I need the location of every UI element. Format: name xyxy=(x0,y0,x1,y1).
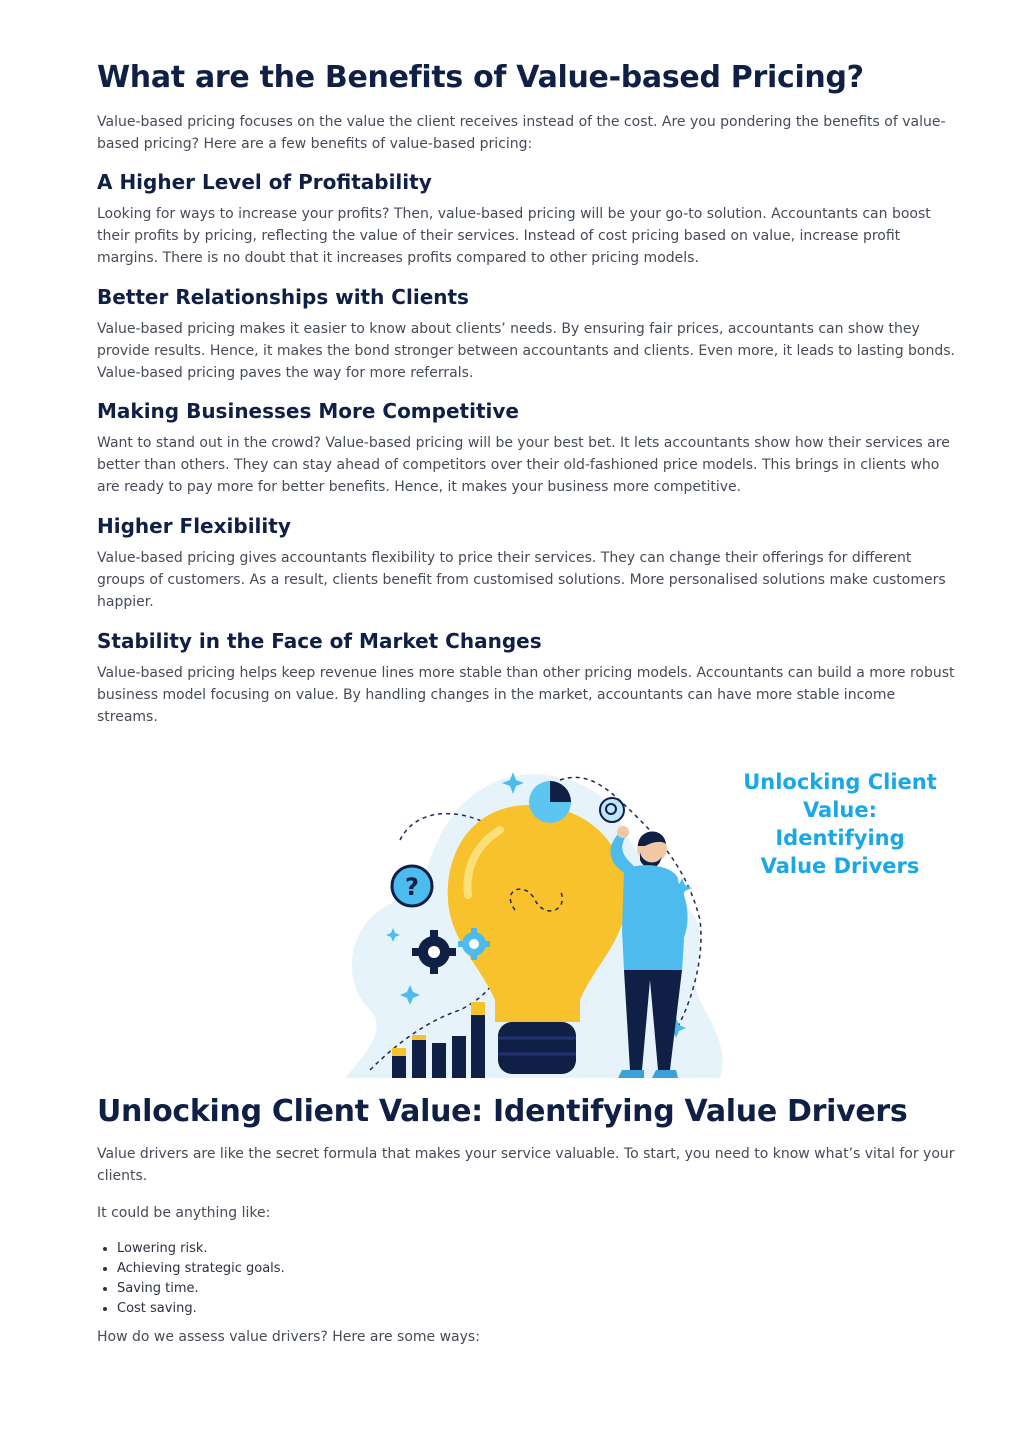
hero-caption-line: Identifying xyxy=(775,826,905,850)
benefit-body-relationships: Value-based pricing makes it easier to know about clients’ needs. By ensuring fair prices, accountants can show they provide results. Hence, it makes the bond stronger between accountants and clients. Even more, it leads to lasting bonds. Value-based pricing paves the way for more referrals. xyxy=(97,321,955,381)
list-item: • Lowering risk. xyxy=(117,1239,285,1259)
benefit-body-stability: Value-based pricing helps keep revenue lines more stable than other pricing models. Accountants can build a more robust business model focusing on value. By handling changes in the market, accountants can have more stable income streams. xyxy=(97,665,955,725)
benefit-heading-flexibility: Higher Flexibility xyxy=(97,514,291,538)
list-item: • Saving time. xyxy=(117,1279,285,1299)
hero-caption xyxy=(735,768,945,880)
value-drivers-list xyxy=(97,1239,285,1319)
hero-caption-line: Value: xyxy=(802,798,878,822)
benefit-heading-profitability: A Higher Level of Profitability xyxy=(97,170,432,194)
list-item: • Cost saving. xyxy=(117,1299,285,1319)
benefit-heading-relationships: Better Relationships with Clients xyxy=(97,285,469,309)
hero-caption-line: Value Drivers xyxy=(760,854,920,878)
hero-caption-line: Unlocking Client xyxy=(743,770,937,794)
section-title: Unlocking Client Value: Identifying Value Drivers xyxy=(97,1094,908,1129)
section-outro: How do we assess value drivers? Here are some ways: xyxy=(97,1329,480,1345)
page-title: What are the Benefits of Value-based Pricing? xyxy=(97,60,864,95)
benefit-heading-stability: Stability in the Face of Market Changes xyxy=(97,629,542,653)
benefit-body-profitability: Looking for ways to increase your profits? Then, value-based pricing will be your go-to solution. Accountants can boost their profits by pricing, reflecting the value of their services. Instead of cost pricing based on value, increase profit margins. There is no doubt that it increases profits compared to other pricing models. xyxy=(97,206,931,266)
svg-text:?: ? xyxy=(405,873,419,901)
search-icon xyxy=(600,798,624,822)
benefit-body-flexibility: Value-based pricing gives accountants flexibility to price their services. They can change their offerings for different groups of customers. As a result, clients benefit from customised solutions. More personalised solutions make customers happier. xyxy=(97,550,946,610)
benefit-body-competitive: Want to stand out in the crowd? Value-based pricing will be your best bet. It lets accountants show how their services are better than others. They can stay ahead of competitors over their old-fashioned price models. This brings in clients who are ready to pay more for better benefits. Hence, it makes your business more competitive. xyxy=(97,435,950,495)
hero-illustration xyxy=(340,760,960,1080)
intro-paragraph: Value-based pricing focuses on the value the client receives instead of the cost. Are you pondering the benefits of value-based pricing? Here are a few benefits of value-based pricing: xyxy=(97,114,946,152)
section-lead: It could be anything like: xyxy=(97,1205,271,1221)
list-item: • Achieving strategic goals. xyxy=(117,1259,285,1279)
bulb-base xyxy=(498,1022,576,1074)
section-intro: Value drivers are like the secret formula that makes your service valuable. To start, you need to know what’s vital for your clients. xyxy=(97,1146,955,1184)
lightbulb-illustration xyxy=(340,760,730,1080)
benefit-heading-competitive: Making Businesses More Competitive xyxy=(97,399,519,423)
